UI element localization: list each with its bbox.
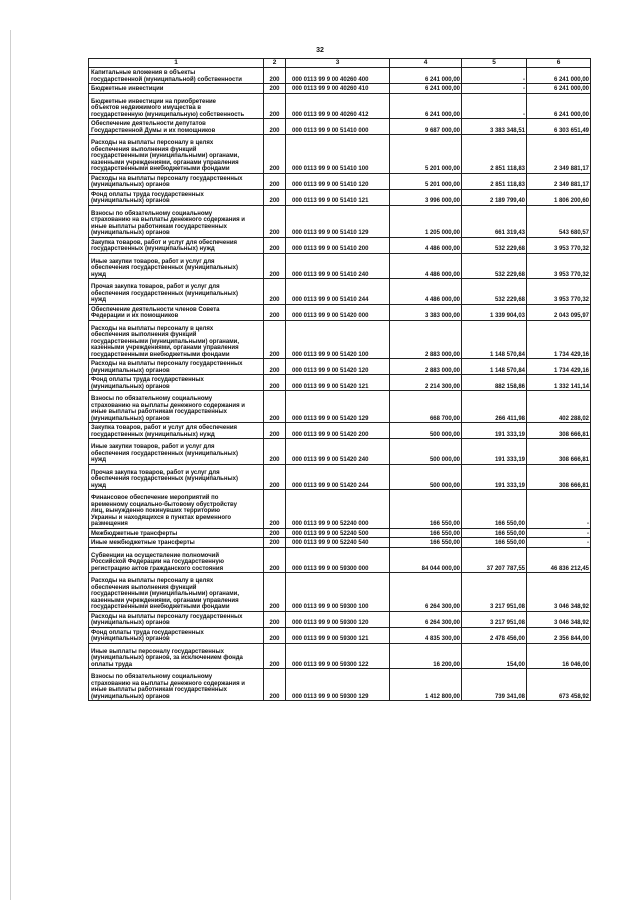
row-remaining-amount: - [527,490,591,529]
row-budget-code: 000 0113 99 9 00 51420 244 [286,464,390,490]
row-name-line: Расходы на выплаты персоналу государственных [91,361,243,367]
row-name-line: Бюджетные инвестиции [91,86,164,92]
row-name-line: нужд [91,271,107,278]
table-row [89,173,591,189]
row-line-code: 200 [264,205,286,237]
row-name-line: размещения [91,521,128,527]
row-name [89,643,264,669]
row-name [89,84,264,94]
row-planned-amount: 4 486 000,00 [390,237,462,253]
table-row [89,490,591,529]
row-line-code: 200 [264,68,286,84]
row-name [89,189,264,205]
row-budget-code: 000 0113 99 9 00 51410 121 [286,189,390,205]
row-name [89,173,264,189]
row-line-code: 200 [264,538,286,548]
scan-edge [10,30,11,900]
table-row [89,304,591,320]
row-executed-amount: 1 148 570,84 [462,320,527,359]
row-name-line: Расходы на выплаты персоналу государственных [91,613,243,620]
row-name [89,93,264,119]
row-remaining-amount: 308 666,81 [527,423,591,439]
table-row [89,573,591,612]
row-planned-amount: 500 000,00 [390,439,462,465]
row-name [89,490,264,529]
row-name-line: Расходы на выплаты персоналу государственных [91,175,243,182]
row-name-line: страхованию на выплаты денежного содержания и [91,680,245,687]
row-name [89,320,264,359]
page-number: 32 [316,47,324,54]
row-name [89,538,264,548]
row-name-line: Расходы на выплаты персоналу в целях [91,325,214,332]
row-budget-code: 000 0113 99 9 00 59300 000 [286,547,390,573]
row-line-code: 200 [264,490,286,529]
row-budget-code: 000 0113 99 9 00 51420 240 [286,439,390,465]
row-line-code: 200 [264,237,286,253]
row-name [89,528,264,538]
row-executed-amount: 1 339 904,03 [462,304,527,320]
table-row [89,669,591,701]
row-name-line: государственными внебюджетными фондами [91,604,230,610]
row-budget-code: 000 0113 99 9 00 40260 410 [286,84,390,94]
row-planned-amount: 500 000,00 [390,423,462,439]
row-executed-amount: 191 333,19 [462,439,527,465]
row-name-line: государственных (муниципальных) нужд [91,431,215,438]
row-remaining-amount: 6 241 000,00 [527,93,591,119]
row-name-line: страхованию на выплаты денежного содержания и [91,402,245,409]
row-executed-amount: 191 333,19 [462,423,527,439]
row-planned-amount: 166 550,00 [390,528,462,538]
row-executed-amount: 3 217 951,08 [462,611,527,627]
table-row [89,205,591,237]
row-name-line: (муниципальных) органов [91,383,170,390]
row-executed-amount: 661 319,43 [462,205,527,237]
table-row [89,391,591,423]
row-name [89,669,264,701]
column-header-line-code: 2 [264,59,286,68]
row-planned-amount: 4 486 000,00 [390,253,462,279]
table-row [89,528,591,538]
table-row [89,643,591,669]
row-name-line: нужд [91,482,107,489]
row-name-line: Субвенции на осуществление полномочий [91,552,220,559]
row-name-line: временному социально-бытовому обустройству [91,501,237,508]
row-line-code: 200 [264,669,286,701]
row-executed-amount: - [462,68,527,84]
row-name-line: Расходы на выплаты персоналу в целях [91,578,214,584]
row-name-line: Взносы по обязательному социальному [91,396,213,402]
row-line-code: 200 [264,93,286,119]
row-executed-amount: 532 229,68 [462,279,527,305]
row-name-line: Иные межбюджетные трансферты [91,540,195,546]
row-remaining-amount: 2 349 881,17 [527,135,591,174]
column-header-executed: 5 [462,59,527,68]
row-name-line: Закупка товаров, работ и услуг для обеспечения [91,425,238,431]
row-remaining-amount: 3 953 770,32 [527,253,591,279]
row-name-line: Иные выплаты персоналу государственных [91,648,224,655]
row-remaining-amount: 16 046,00 [527,643,591,669]
row-budget-code: 000 0113 99 9 00 40260 412 [286,93,390,119]
row-planned-amount: 4 486 000,00 [390,279,462,305]
row-executed-amount: - [462,93,527,119]
row-budget-code: 000 0113 99 9 00 52240 540 [286,538,390,548]
row-budget-code: 000 0113 99 9 00 51420 120 [286,359,390,375]
row-name-line: Межбюджетные трансферты [91,530,178,537]
row-name [89,573,264,612]
row-name-line: государственной (муниципальной) собственности [91,76,242,83]
column-header-name: 1 [89,59,264,68]
row-budget-code: 000 0113 99 9 00 51410 000 [286,119,390,135]
row-budget-code: 000 0113 99 9 00 51420 000 [286,304,390,320]
row-name [89,205,264,237]
row-name-line: государственными внебюджетными фондами [91,351,230,358]
table-row [89,189,591,205]
row-name-line: Фонд оплаты труда государственных [91,629,204,636]
row-name [89,359,264,375]
table-row [89,279,591,305]
row-name-line: Иные закупки товаров, работ и услуг для [91,444,215,450]
row-name-line: обеспечения государственных (муниципальных) [91,476,238,482]
row-name-line: Государственной Думы и их помощников [91,127,216,134]
table-row [89,611,591,627]
column-header-budget-code: 3 [286,59,390,68]
table-header-row [89,59,591,68]
row-line-code: 200 [264,279,286,305]
row-planned-amount: 3 996 000,00 [390,189,462,205]
table-row [89,547,591,573]
row-remaining-amount: 1 734 429,16 [527,359,591,375]
row-name-line: Капитальные вложения в объекты [91,70,196,76]
row-remaining-amount: 402 288,02 [527,391,591,423]
row-name [89,304,264,320]
row-executed-amount: 37 207 787,55 [462,547,527,573]
row-line-code: 200 [264,439,286,465]
row-planned-amount: 2 883 000,00 [390,359,462,375]
row-name [89,627,264,643]
row-name-line: Взносы по обязательному социальному [91,674,213,680]
row-budget-code: 000 0113 99 9 00 51420 121 [286,375,390,391]
row-budget-code: 000 0113 99 9 00 51420 129 [286,391,390,423]
row-planned-amount: 5 201 000,00 [390,135,462,174]
row-name-line: иные выплаты работникам государственных [91,223,227,230]
row-name-line: (муниципальных) органов [91,182,170,188]
row-name-line: оплаты труда [91,661,133,668]
row-name-line: государственными (муниципальными) органами, [91,338,240,345]
row-name [89,279,264,305]
row-name-line: казенными учреждениями, органами управления [91,345,239,351]
table-row [89,423,591,439]
row-remaining-amount: 1 806 200,60 [527,189,591,205]
row-name-line: (муниципальных) органов [91,620,170,626]
row-name-line: Расходы на выплаты персоналу в целях [91,140,214,146]
row-budget-code: 000 0113 99 9 00 59300 120 [286,611,390,627]
row-line-code: 200 [264,304,286,320]
row-name-line: лиц, вынужденно покинувших территорию [91,508,220,514]
row-remaining-amount: - [527,528,591,538]
budget-table [88,58,591,701]
row-planned-amount: 2 883 000,00 [390,320,462,359]
table-row [89,253,591,279]
row-budget-code: 000 0113 99 9 00 59300 121 [286,627,390,643]
row-line-code: 200 [264,573,286,612]
row-name [89,423,264,439]
row-remaining-amount: 3 953 770,32 [527,237,591,253]
row-name-line: (муниципальных) органов [91,367,170,374]
row-line-code: 200 [264,547,286,573]
row-line-code: 200 [264,320,286,359]
row-remaining-amount: 2 356 844,00 [527,627,591,643]
row-name-line: Федерации и их помощников [91,313,179,319]
row-budget-code: 000 0113 99 9 00 51410 200 [286,237,390,253]
table-row [89,237,591,253]
row-remaining-amount: - [527,538,591,548]
column-header-planned: 4 [390,59,462,68]
row-name-line: регистрацию актов гражданского состояния [91,565,224,572]
row-executed-amount: 3 383 348,51 [462,119,527,135]
row-executed-amount: 2 189 799,40 [462,189,527,205]
row-line-code: 200 [264,464,286,490]
row-remaining-amount: 543 680,57 [527,205,591,237]
row-executed-amount: 882 158,86 [462,375,527,391]
row-name-line: обеспечения выполнения функций [91,584,197,591]
row-line-code: 200 [264,627,286,643]
row-name [89,611,264,627]
row-line-code: 200 [264,528,286,538]
row-executed-amount: 739 341,08 [462,669,527,701]
row-name-line: (муниципальных) органов [91,198,170,204]
row-name-line: Взносы по обязательному социальному [91,210,213,217]
row-executed-amount: 1 148 570,84 [462,359,527,375]
row-name-line: Российской Федерации на государственную [91,559,225,565]
row-remaining-amount: 1 734 429,16 [527,320,591,359]
row-line-code: 200 [264,375,286,391]
table-row [89,68,591,84]
row-planned-amount: 668 700,00 [390,391,462,423]
row-executed-amount: 166 550,00 [462,490,527,529]
row-budget-code: 000 0113 99 9 00 52240 000 [286,490,390,529]
row-executed-amount: 532 229,68 [462,253,527,279]
table-row [89,135,591,174]
row-line-code: 200 [264,253,286,279]
row-budget-code: 000 0113 99 9 00 51420 200 [286,423,390,439]
row-executed-amount: 2 851 118,83 [462,173,527,189]
row-budget-code: 000 0113 99 9 00 51420 100 [286,320,390,359]
row-name [89,253,264,279]
table-row [89,359,591,375]
row-remaining-amount: 1 332 141,14 [527,375,591,391]
table-row [89,93,591,119]
row-executed-amount: 532 229,68 [462,237,527,253]
row-remaining-amount: 673 458,92 [527,669,591,701]
row-name-line: (муниципальных) органов [91,636,170,642]
table-row [89,464,591,490]
row-planned-amount: 16 200,00 [390,643,462,669]
column-header-remaining: 6 [527,59,591,68]
row-name-line: иные выплаты работникам государственных [91,409,227,415]
row-name-line: нужд [91,457,107,463]
table-row [89,320,591,359]
row-name-line: Финансовое обеспечение мероприятий по [91,495,219,501]
row-name-line: нужд [91,297,107,303]
row-planned-amount: 2 214 300,00 [390,375,462,391]
row-name [89,119,264,135]
row-executed-amount: 191 333,19 [462,464,527,490]
row-planned-amount: 6 241 000,00 [390,93,462,119]
table-row [89,375,591,391]
row-name-line: государственными (муниципальными) органами, [91,591,240,597]
row-name-line: Фонд оплаты труда государственных [91,191,204,198]
row-planned-amount: 6 241 000,00 [390,84,462,94]
row-name-line: страхованию на выплаты денежного содержания и [91,217,245,223]
row-line-code: 200 [264,359,286,375]
row-budget-code: 000 0113 99 9 00 59300 122 [286,643,390,669]
row-remaining-amount: 2 349 881,17 [527,173,591,189]
row-name-line: обеспечения государственных (муниципальных) [91,265,238,271]
row-budget-code: 000 0113 99 9 00 51410 244 [286,279,390,305]
row-planned-amount: 6 264 300,00 [390,573,462,612]
row-name-line: государственными (муниципальными) органами, [91,153,240,159]
row-name [89,68,264,84]
row-name-line: Иные закупки товаров, работ и услуг для [91,258,215,265]
row-executed-amount: 154,00 [462,643,527,669]
row-remaining-amount: 3 046 348,92 [527,611,591,627]
row-name-line: иные выплаты работникам государственных [91,687,227,693]
row-name [89,464,264,490]
row-planned-amount: 3 383 000,00 [390,304,462,320]
row-planned-amount: 4 835 300,00 [390,627,462,643]
row-line-code: 200 [264,173,286,189]
row-line-code: 200 [264,135,286,174]
row-line-code: 200 [264,119,286,135]
row-executed-amount: - [462,84,527,94]
row-name-line: обеспечения выполнения функций [91,146,197,153]
row-executed-amount: 166 550,00 [462,528,527,538]
row-name-line: государственную (муниципальную) собственность [91,111,245,118]
row-name-line: Фонд оплаты труда государственных [91,377,204,383]
row-name-line: Прочая закупка товаров, работ и услуг для [91,469,220,476]
row-name-line: (муниципальных) органов [91,693,170,700]
row-name-line: Прочая закупка товаров, работ и услуг для [91,284,220,290]
row-executed-amount: 2 851 118,83 [462,135,527,174]
row-budget-code: 000 0113 99 9 00 59300 100 [286,573,390,612]
row-line-code: 200 [264,423,286,439]
row-budget-code: 000 0113 99 9 00 52240 500 [286,528,390,538]
row-line-code: 200 [264,84,286,94]
row-executed-amount: 166 550,00 [462,538,527,548]
row-name-line: (муниципальных) органов [91,415,170,422]
row-budget-code: 000 0113 99 9 00 59300 129 [286,669,390,701]
row-executed-amount: 2 478 456,00 [462,627,527,643]
row-remaining-amount: 6 303 651,49 [527,119,591,135]
row-name-line: государственными внебюджетными фондами [91,166,230,172]
row-name-line: Обеспечение деятельности членов Совета [91,306,220,313]
row-name-line: казенными учреждениями, органами управления [91,597,239,604]
row-remaining-amount: 6 241 000,00 [527,84,591,94]
row-name-line: обеспечения государственных (муниципальных) [91,290,238,297]
row-name [89,547,264,573]
row-name [89,135,264,174]
row-executed-amount: 3 217 951,08 [462,573,527,612]
row-remaining-amount: 6 241 000,00 [527,68,591,84]
row-name-line: обеспечения государственных (муниципальных) [91,450,238,457]
row-line-code: 200 [264,391,286,423]
row-name [89,375,264,391]
row-name [89,439,264,465]
row-name-line: Обеспечение деятельности депутатов [91,121,206,127]
row-line-code: 200 [264,189,286,205]
row-name-line: государственных (муниципальных) нужд [91,246,215,252]
row-remaining-amount: 3 953 770,32 [527,279,591,305]
row-line-code: 200 [264,611,286,627]
row-name-line: Украины и находящихся в пунктах временного [91,514,232,521]
row-name [89,237,264,253]
row-planned-amount: 84 044 000,00 [390,547,462,573]
table-body [89,68,591,701]
table-row [89,627,591,643]
row-budget-code: 000 0113 99 9 00 51410 240 [286,253,390,279]
row-planned-amount: 6 241 000,00 [390,68,462,84]
table-row [89,439,591,465]
row-budget-code: 000 0113 99 9 00 51410 120 [286,173,390,189]
row-remaining-amount: 46 836 212,45 [527,547,591,573]
row-name-line: Закупка товаров, работ и услуг для обеспечения [91,239,238,246]
row-planned-amount: 1 205 000,00 [390,205,462,237]
row-remaining-amount: 308 666,81 [527,439,591,465]
row-planned-amount: 1 412 800,00 [390,669,462,701]
row-planned-amount: 6 264 300,00 [390,611,462,627]
row-planned-amount: 500 000,00 [390,464,462,490]
row-remaining-amount: 3 046 348,92 [527,573,591,612]
row-planned-amount: 166 550,00 [390,538,462,548]
row-planned-amount: 166 550,00 [390,490,462,529]
row-line-code: 200 [264,643,286,669]
row-name-line: (муниципальных) органов [91,230,170,236]
row-name [89,391,264,423]
row-name-line: (муниципальных) органов, за исключением фонда [91,655,243,661]
row-planned-amount: 9 687 000,00 [390,119,462,135]
row-name-line: казенными учреждениями, органами управления [91,159,239,166]
row-executed-amount: 266 411,98 [462,391,527,423]
row-planned-amount: 5 201 000,00 [390,173,462,189]
row-remaining-amount: 308 666,81 [527,464,591,490]
row-name-line: объектов недвижимого имущества в [91,105,202,111]
row-name-line: обеспечения выполнения функций [91,332,197,338]
row-budget-code: 000 0113 99 9 00 40260 400 [286,68,390,84]
row-budget-code: 000 0113 99 9 00 51410 129 [286,205,390,237]
table-row [89,119,591,135]
table-row [89,538,591,548]
row-name-line: Бюджетные инвестиции на приобретение [91,98,216,105]
table-row [89,84,591,94]
row-budget-code: 000 0113 99 9 00 51410 100 [286,135,390,174]
row-remaining-amount: 2 043 095,97 [527,304,591,320]
